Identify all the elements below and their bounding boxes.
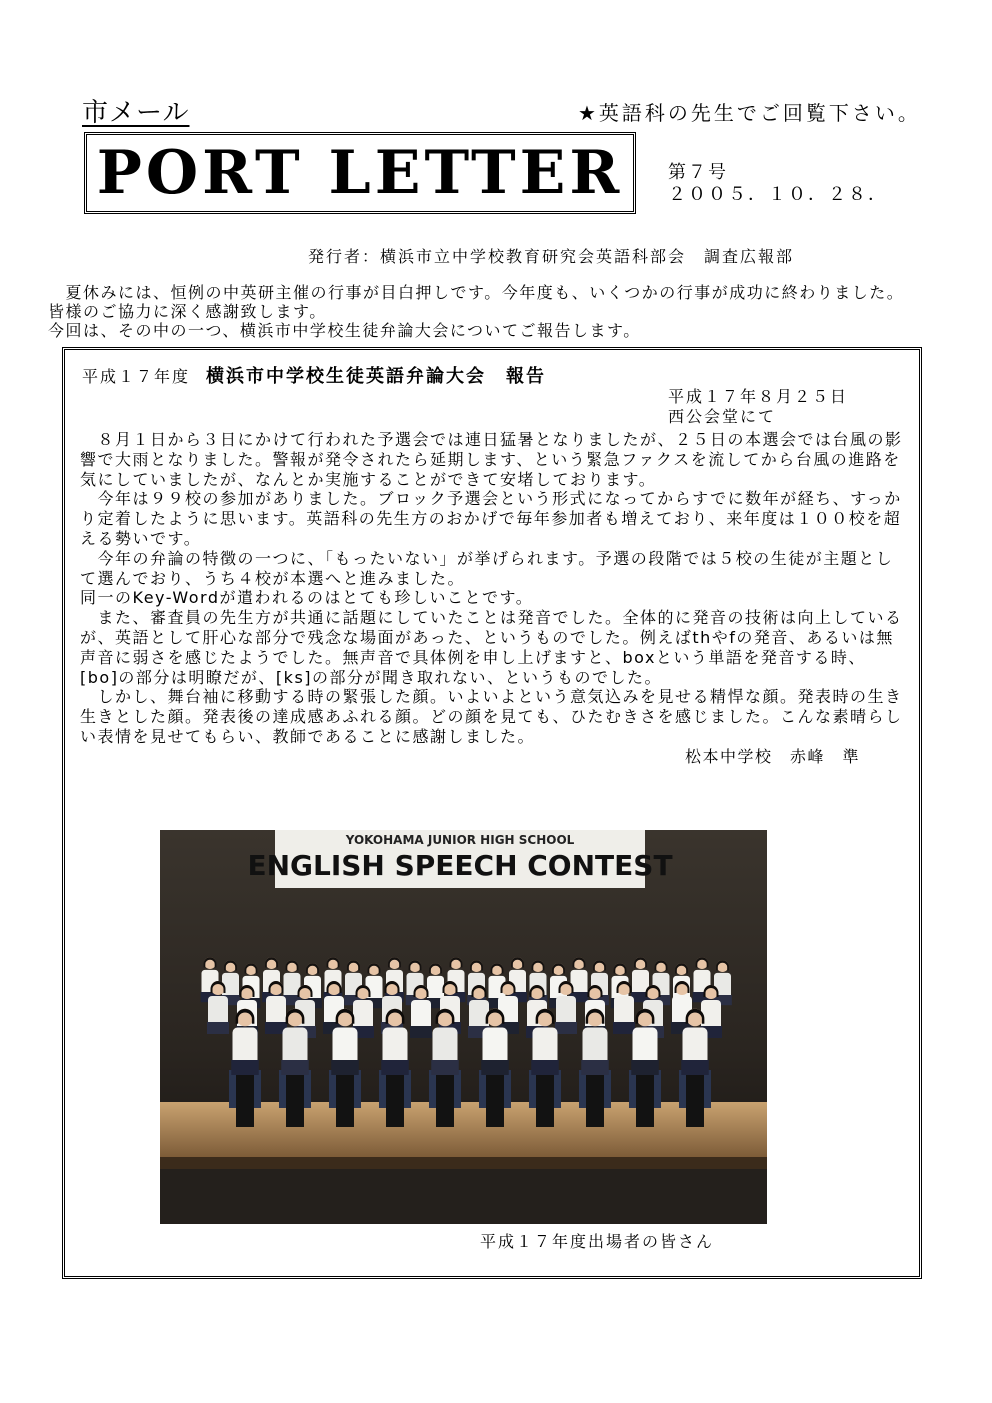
report-venue: 西公会堂にて — [668, 407, 777, 426]
body-paragraph: 今年は９９校の参加がありました。ブロック予選会という形式になってからすでに数年が経ち、すっかり定着したように思います。英語科の先生方のおかげで毎年参加者も増えており、来年度は１００校を超える勢いです。 — [80, 489, 902, 548]
body-paragraph: 同一のKey-Wordが遣われるのはとても珍しいことです。 — [80, 588, 534, 608]
body-paragraph: また、審査員の先生方が共通に話題にしていたことは発音でした。全体的に発音の技術は向上しているが、英語として肝心な部分で残念な場面があった、というものでした。例えばthやfの発音、あるいは無声音に弱さを感じたようでした。無声音で具体例を申し上げますと、boxという単語を発音する時、[bo]の部分は明瞭だが、[ks]の部分が聞き取れない、というものでした。 — [80, 608, 903, 687]
contest-photo-art — [160, 830, 767, 1224]
issue-number: 第７号 — [668, 162, 728, 183]
report-title: 横浜市中学校生徒英語弁論大会 報告 — [206, 366, 547, 387]
mail-label: 市メール — [82, 98, 190, 128]
body-paragraph: 今年の弁論の特徴の一つに、「もったいない」が挙げられます。予選の段階では５校の生徒が主題として選んでおり、うち４校が本選へと進みました。 — [80, 548, 894, 588]
banner-main-text: ENGLISH SPEECH CONTEST — [247, 849, 673, 882]
contestant-legs — [636, 1075, 654, 1127]
publisher-line: 発行者：横浜市立中学校教育研究会英語科部会 調査広報部 — [308, 247, 795, 266]
contestant-legs — [436, 1075, 454, 1127]
report-year: 平成１７年度 — [82, 367, 191, 386]
contestant-legs — [536, 1075, 554, 1127]
issue-info — [668, 162, 888, 206]
intro-text — [48, 283, 908, 340]
body-paragraph: ８月１日から３日にかけて行われた予選会では連日猛暑となりましたが、２５日の本選会では台風の影響で大雨となりました。警報が発令されたら延期します、という緊急ファクスを流してから台風の進路を気にしていましたが、なんとか実施することができて安堵しております。 — [80, 430, 903, 489]
contestant-legs — [286, 1075, 304, 1127]
intro-paragraph: 今回は、その中の一つ、横浜市中学校生徒弁論大会についてご報告します。 — [48, 321, 641, 340]
report-author: 松本中学校 赤峰 準 — [684, 746, 860, 766]
intro-paragraph: 夏休みには、恒例の中英研主催の行事が目白押しです。今年度も、いくつかの行事が成功に終わりました。皆様のご協力に深く感謝致します。 — [48, 283, 905, 321]
banner-top-text: YOKOHAMA JUNIOR HIGH SCHOOL — [345, 833, 575, 847]
contestant-legs — [386, 1075, 404, 1127]
masthead-title: PORT LETTER — [96, 138, 624, 208]
contest-photo — [160, 830, 767, 1224]
issue-date: ２００５．１０．２８． — [668, 184, 888, 205]
contestant-legs — [236, 1075, 254, 1127]
contestant-legs — [586, 1075, 604, 1127]
contestant-legs — [336, 1075, 354, 1127]
report-heading — [82, 362, 546, 388]
contestant-legs — [486, 1075, 504, 1127]
report-body — [80, 430, 904, 767]
photo-caption: 平成１７年度出場者の皆さん — [480, 1232, 715, 1251]
report-date: 平成１７年８月２５日 — [668, 387, 849, 406]
circulation-notice: ★英語科の先生でご回覧下さい。 — [578, 101, 921, 125]
body-paragraph: しかし、舞台袖に移動する時の緊張した顔。いよいよという意気込みを見せる精悍な顔。発表時の生き生きとした顔。発表後の達成感あふれる顔。どの顔を見ても、ひたむきさを感じました。こんな素晴らしい表情を見せてもらい、教師であることに感謝しました。 — [80, 687, 903, 746]
contestant-legs — [686, 1075, 704, 1127]
report-meta — [668, 387, 848, 427]
masthead — [84, 132, 636, 214]
